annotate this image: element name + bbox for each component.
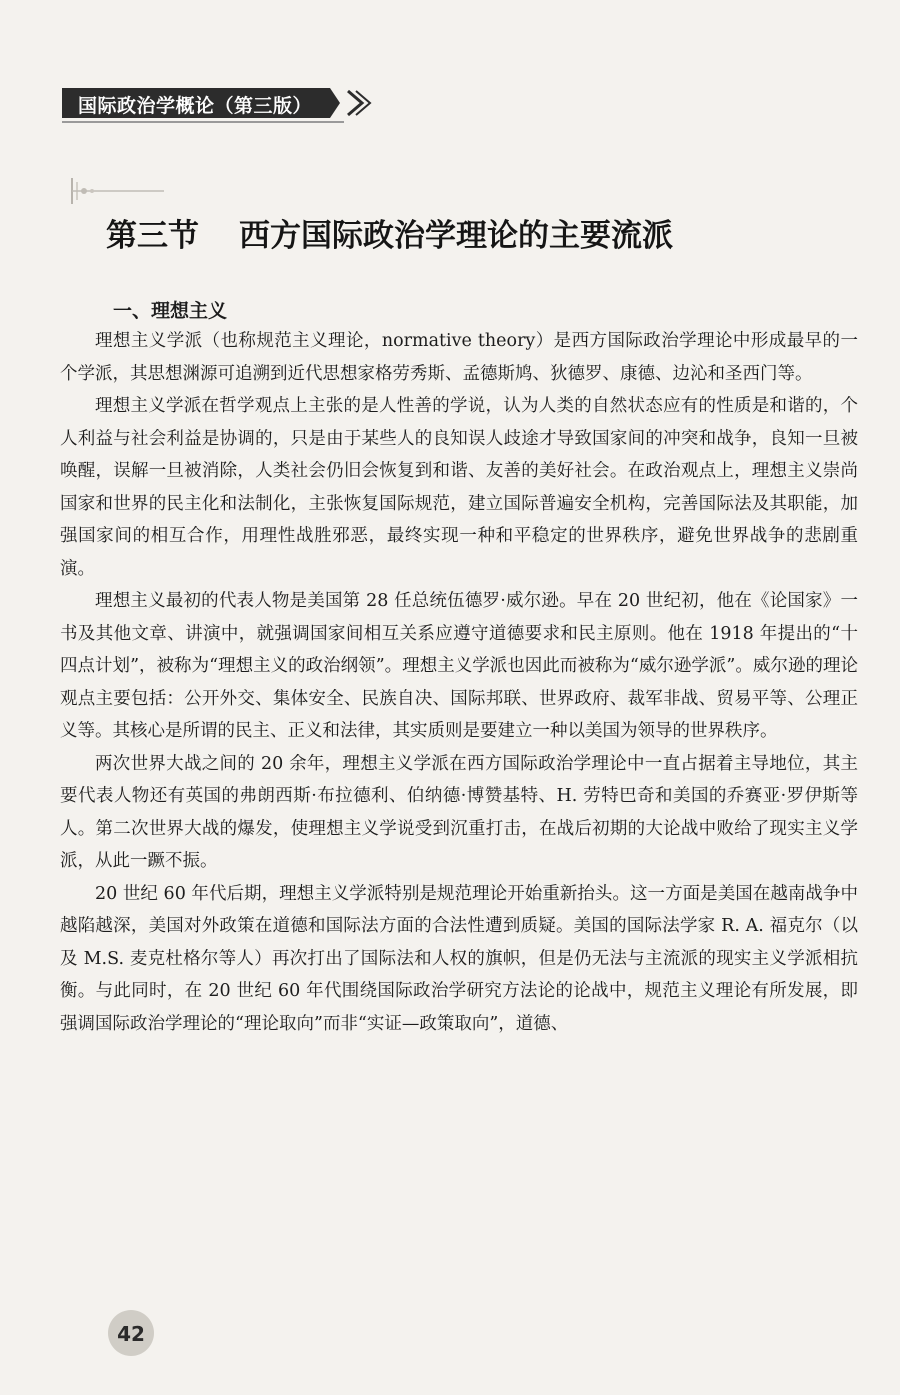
section-number: 第三节 xyxy=(106,218,199,254)
paragraph: 20 世纪 60 年代后期，理想主义学派特别是规范理论开始重新抬头。这一方面是美国在越南战争中越陷越深，美国对外政策在道德和国际法方面的合法性遭到质疑。美国的国际法学家 R. A. 福克尔（以及 M.S. 麦克杜格尔等人）再次打出了国际法和人权的旗帜，但是仍无法与主流派的现实主义学派相抗衡。与此同时，在 20 世纪 60 年代围绕国际政治学研究方法论的论战中，规范主义理论有所发展，即强调国际政治学理论的“理论取向”而非“实证—政策取向”，道德、 xyxy=(60,883,858,1034)
decorative-ornament-icon xyxy=(68,172,168,208)
paragraph: 理想主义最初的代表人物是美国第 28 任总统伍德罗·威尔逊。早在 20 世纪初，他在《论国家》一书及其他文章、讲演中，就强调国家间相互关系应遵守道德要求和民主原则。他在 1918 年提出的“十四点计划”，被称为“理想主义的政治纲领”。理想主义学派也因此而被称为“威尔逊学派”。威尔逊的理论观点主要包括：公开外交、集体安全、民族自决、国际邦联、世界政府、裁军非战、贸易平等、公理正义等。其核心是所谓的民主、正义和法律，其实质则是要建立一种以美国为领导的世界秩序。 xyxy=(60,591,858,741)
running-header xyxy=(62,88,392,118)
page-number: 42 xyxy=(117,1322,145,1346)
page-number-badge xyxy=(108,1310,154,1356)
body-text xyxy=(60,325,858,1040)
paragraph: 理想主义学派在哲学观点上主张的是人性善的学说，认为人类的自然状态应有的性质是和谐的，个人利益与社会利益是协调的，只是由于某些人的良知误人歧途才导致国家间的冲突和战争，良知一旦被唤醒，误解一旦被消除，人类社会仍旧会恢复到和谐、友善的美好社会。在政治观点上，理想主义崇尚国家和世界的民主化和法制化，主张恢复国际规范，建立国际普遍安全机构，完善国际法及其职能，加强国家间的相互合作，用理性战胜邪恶，最终实现一种和平稳定的世界秩序，避免世界战争的悲剧重演。 xyxy=(60,396,858,579)
subheading: 一、理想主义 xyxy=(113,300,228,322)
paragraph: 理想主义学派（也称规范主义理论，normative theory）是西方国际政治学理论中形成最早的一个学派，其思想渊源可追溯到近代思想家格劳秀斯、孟德斯鸠、狄德罗、康德、边沁和圣西门等。 xyxy=(60,331,858,384)
paragraph: 两次世界大战之间的 20 余年，理想主义学派在西方国际政治学理论中一直占据着主导地位，其主要代表人物还有英国的弗朗西斯·布拉德利、伯纳德·博赞基特、H. 劳特巴奇和美国的乔赛亚·罗伊斯等人。第二次世界大战的爆发，使理想主义学说受到沉重打击，在战后初期的大论战中败给了现实主义学派，从此一蹶不振。 xyxy=(60,753,858,871)
running-header-title: 国际政治学概论（第三版） xyxy=(78,95,313,117)
section-title: 西方国际政治学理论的主要流派 xyxy=(239,218,673,254)
chevron-right-icon xyxy=(344,89,372,117)
section-heading xyxy=(106,210,673,255)
header-rule xyxy=(62,121,344,123)
